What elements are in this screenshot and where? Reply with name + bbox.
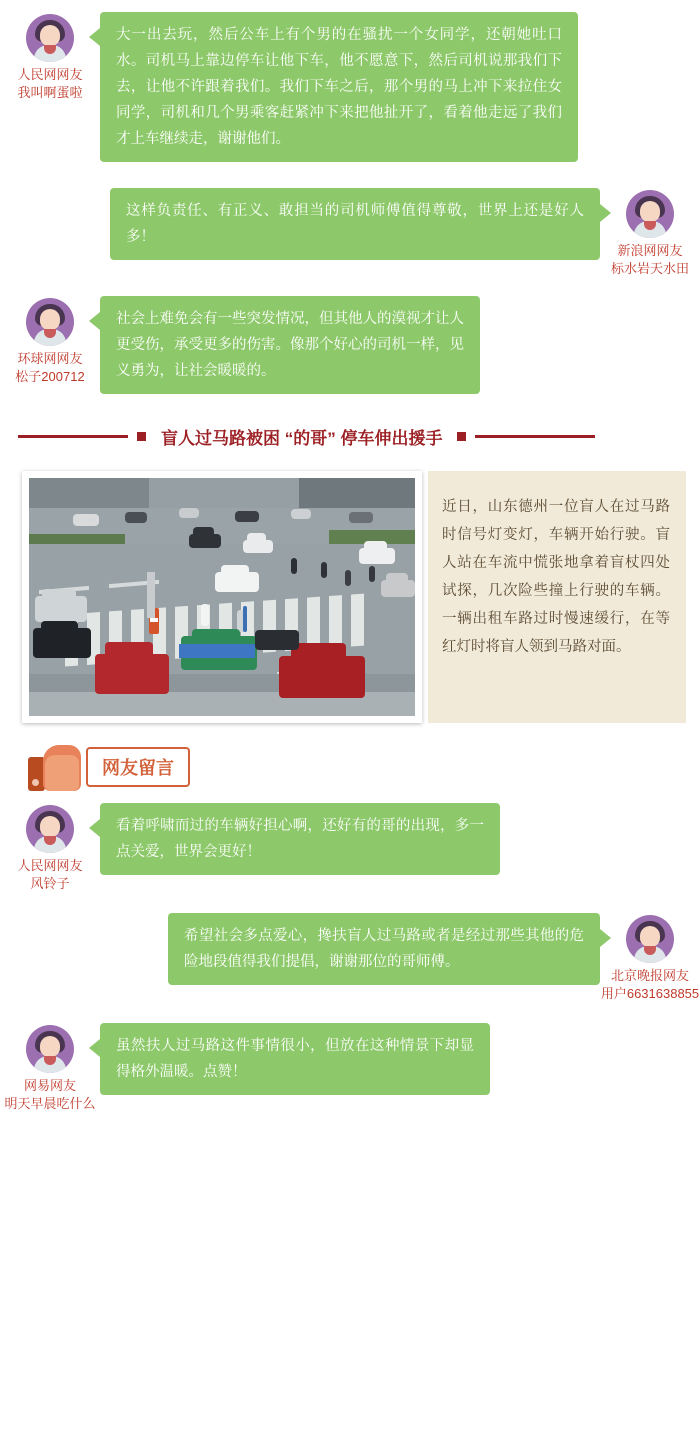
divider-square-right: [457, 432, 466, 441]
section-divider: [0, 424, 700, 449]
comment-user: [0, 1023, 100, 1113]
comment-item: [0, 296, 700, 394]
message-label-bar: [28, 741, 700, 793]
comment-bubble: 看着呼啸而过的车辆好担心啊，还好有的哥的出现，多一点关爱，世界会更好！: [100, 803, 500, 875]
user-source: 人民网网友: [17, 67, 83, 82]
avatar: [26, 1025, 74, 1073]
feature-note: 近日，山东德州一位盲人在过马路时信号灯变灯，车辆开始行驶。盲人站在车流中慌张地拿着盲杖四处试探，几次险些撞上行驶的车辆。一辆出租车路过时慢速缓行，在等红灯时将盲人领到马路对面。: [428, 471, 686, 723]
photo-frame: [22, 471, 422, 723]
user-nickname: 用户6631638855: [600, 986, 700, 1001]
comment-bubble: 虽然扶人过马路这件事情很小，但放在这种情景下却显得格外温暖。点赞！: [100, 1023, 490, 1095]
user-source: 新浪网网友: [617, 243, 683, 258]
feature-block: [22, 471, 686, 723]
section-title: 盲人过马路被困 “的哥” 停车伸出援手: [161, 429, 443, 448]
user-nickname: 标水岩天水田: [610, 261, 689, 276]
user-nickname: 风铃子: [30, 876, 70, 891]
avatar: [26, 805, 74, 853]
comment-bubble: 这样负责任、有正义、敢担当的司机师傅值得尊敬，世界上还是好人多！: [110, 188, 600, 260]
comment-bubble: 社会上难免会有一些突发情况，但其他人的漠视才让人更受伤，承受更多的伤害。像那个好心的司机一样，见义勇为，让社会暖暖的。: [100, 296, 480, 394]
avatar: [26, 14, 74, 62]
thumbs-up-icon: [28, 741, 82, 793]
avatar: [626, 190, 674, 238]
comment-item: [0, 1023, 700, 1113]
comment-bubble: 希望社会多点爱心，搀扶盲人过马路或者是经过那些其他的危险地段值得我们提倡，谢谢那位的哥师傅。: [168, 913, 600, 985]
comment-user: [600, 188, 700, 278]
bottom-comments-section: [0, 803, 700, 1113]
top-comments-section: [0, 0, 700, 394]
street-photo: [29, 478, 415, 716]
avatar: [26, 298, 74, 346]
comment-user: [600, 913, 700, 1003]
comment-bubble: 大一出去玩，然后公车上有个男的在骚扰一个女同学，还朝她吐口水。司机马上靠边停车让他下车，他不愿意下，然后司机说那我们下去，让他不许跟着我们。我们下车之后，那个男的马上冲下来拉住女同学，司机和几个男乘客赶紧冲下来把他扯开了，看着他走远了我们才上车继续走，谢谢他们。: [100, 12, 578, 162]
divider-square-left: [137, 432, 146, 441]
user-nickname: 明天早晨吃什么: [4, 1096, 96, 1111]
comment-item: [0, 803, 700, 893]
comment-item: [0, 12, 700, 162]
comment-item: [0, 188, 700, 278]
user-nickname: 松子200712: [15, 369, 85, 384]
comment-user: [0, 803, 100, 893]
divider-rule-right: [475, 435, 595, 438]
comment-user: [0, 12, 100, 102]
user-source: 北京晚报网友: [610, 968, 689, 983]
user-source: 环球网网友: [17, 351, 83, 366]
divider-rule-left: [18, 435, 128, 438]
user-nickname: 我叫啊蛋啦: [17, 85, 83, 100]
comment-user: [0, 296, 100, 386]
user-source: 人民网网友: [17, 858, 83, 873]
message-label: 网友留言: [86, 747, 190, 787]
comment-item: [0, 913, 700, 1003]
avatar: [626, 915, 674, 963]
user-source: 网易网友: [23, 1078, 76, 1093]
